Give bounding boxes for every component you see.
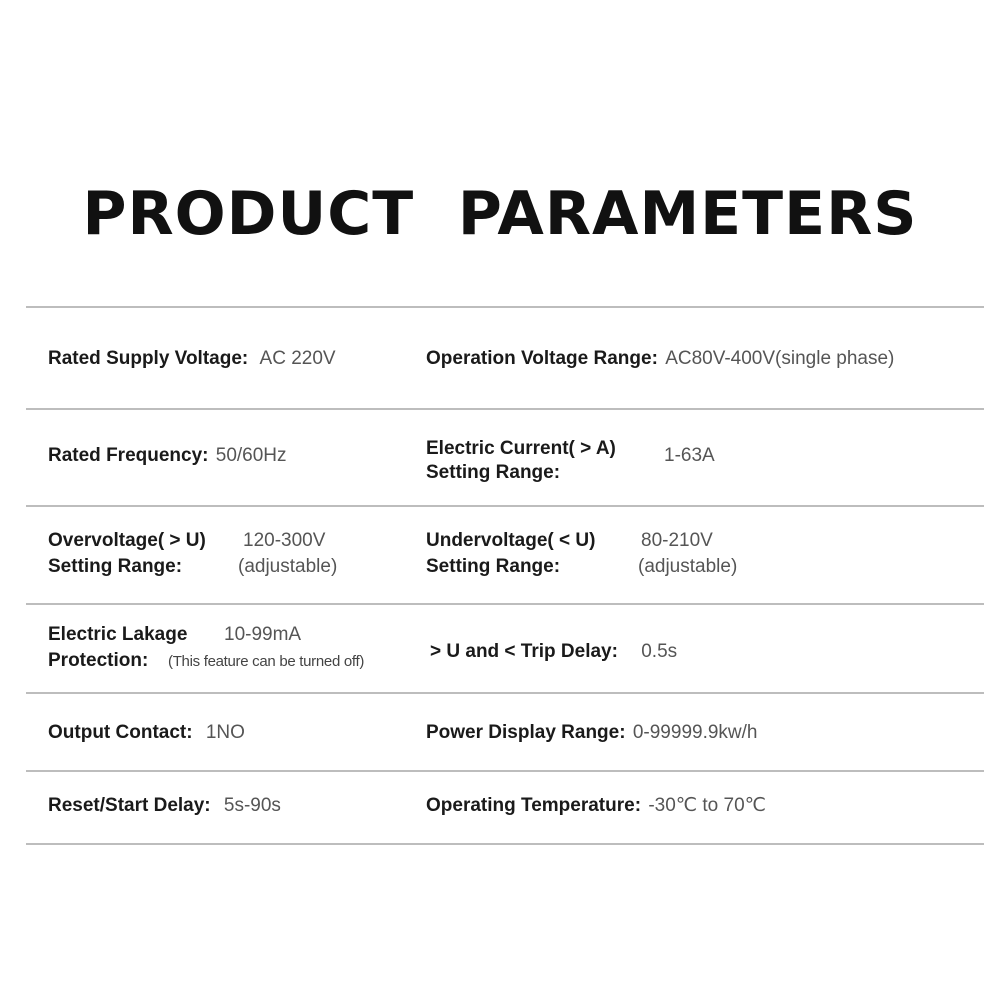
param-value: 1-63A [664,445,715,466]
param-label-line2: Setting Range: [48,556,183,577]
param-rated-supply-voltage [48,346,336,372]
divider [26,306,984,308]
page-title: PRODUCT PARAMETERS [82,179,918,249]
param-value: 5s-90s [223,795,281,816]
param-label-line1: Overvoltage( > U) [48,530,206,551]
divider [26,770,984,772]
divider [26,843,984,845]
param-label-line1: Undervoltage( < U) [426,530,596,551]
divider [26,692,984,694]
param-trip-delay [430,639,677,665]
param-label: > U and < Trip Delay: [430,641,618,662]
param-label-line2: Setting Range: [426,556,561,577]
param-undervoltage-note [638,554,737,580]
param-value: 10-99mA [224,624,302,645]
param-reset-start-delay [48,793,281,819]
param-label: Reset/Start Delay: [48,795,211,816]
param-label-line2: Protection: [48,650,149,671]
divider [26,408,984,410]
param-label: Operation Voltage Range: [426,348,658,369]
param-note: (adjustable) [638,556,738,577]
param-undervoltage-value [641,528,713,554]
param-value: 120-300V [243,530,326,551]
param-value: -30℃ to 70℃ [648,795,766,816]
param-label: Rated Supply Voltage: [48,348,249,369]
param-leakage-label [48,622,187,674]
param-label: Rated Frequency: [48,445,209,466]
param-value: 0.5s [641,641,678,662]
param-leakage-note [168,649,364,675]
divider [26,505,984,507]
param-value: AC80V-400V(single phase) [665,348,895,369]
param-label-line1: Electric Lakage [48,624,188,645]
param-label-line2: Setting Range: [426,462,561,483]
param-overvoltage-label [48,528,206,580]
param-undervoltage-label [426,528,595,580]
param-operation-voltage-range [426,346,894,372]
param-value: 50/60Hz [215,445,287,466]
param-label: Power Display Range: [426,722,626,743]
divider [26,603,984,605]
param-label: Operating Temperature: [426,795,642,816]
param-overvoltage-value [243,528,325,554]
param-value: 80-210V [641,530,713,551]
param-overvoltage-note [238,554,337,580]
param-value: 0-99999.9kw/h [632,722,758,743]
param-leakage-value [224,622,301,648]
param-output-contact [48,720,245,746]
param-electric-current-label [426,436,616,486]
param-rated-frequency [48,443,287,469]
param-label-line1: Electric Current( > A) [426,438,616,459]
param-label: Output Contact: [48,722,193,743]
param-value: AC 220V [259,348,336,369]
param-note: (This feature can be turned off) [168,653,365,670]
param-electric-current-value [664,443,715,469]
param-note: (adjustable) [238,556,338,577]
param-operating-temperature [426,793,766,819]
param-value: 1NO [205,722,245,743]
param-power-display-range [426,720,758,746]
